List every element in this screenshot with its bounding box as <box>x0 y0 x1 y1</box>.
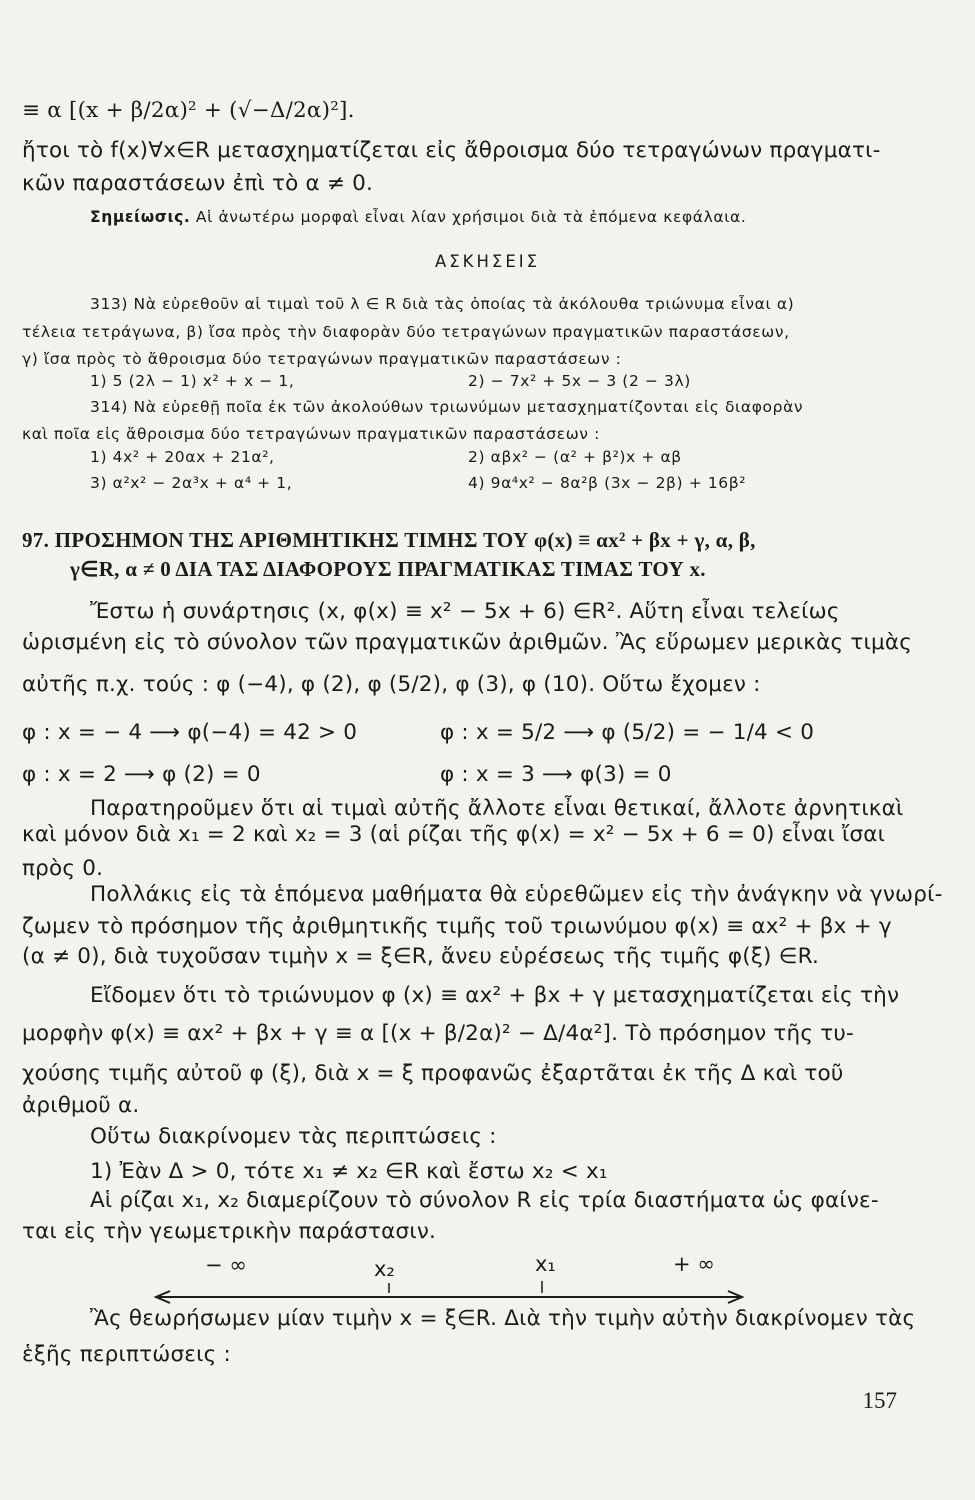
exercise-313-line: 313) Νὰ εὑρεθοῦν αἱ τιμαὶ τοῦ λ ∈ R διὰ τὰς ὁποίας τὰ ἀκόλουθα τριώνυμα εἶναι α) <box>90 295 795 313</box>
paragraph-line: Οὕτω διακρίνομεν τὰς περιπτώσεις : <box>90 1124 497 1149</box>
note-text: Αἱ ἀνωτέρω μορφαὶ εἶναι λίαν χρήσιμοι διὰ τὰ ἑπόμενα κεφάλαια. <box>190 208 747 226</box>
paragraph-line: (α ≠ 0), διὰ τυχοῦσαν τιμὴν x = ξ∈R, ἄνευ εὑρέσεως τῆς τιμῆς φ(ξ) ∈R. <box>22 944 819 969</box>
paragraph-line: ὡρισμένη εἰς τὸ σύνολον τῶν πραγματικῶν ἀριθμῶν. Ἂς εὕρωμεν μερικὰς τιμὰς <box>22 630 913 655</box>
paragraph-line: Πολλάκις εἰς τὰ ἑπόμενα μαθήματα θὰ εὑρεθῶμεν εἰς τὴν ἀνάγκην νὰ γνωρί- <box>90 882 943 907</box>
exercise-line: καὶ ποῖα εἰς ἄθροισμα δύο τετραγώνων πραγματικῶν παραστάσεων : <box>22 425 600 443</box>
evaluation-row: φ : x = 2 ⟶ φ (2) = 0 <box>22 762 261 787</box>
section-heading-cont: γ∈R, α ≠ 0 ΔΙΑ ΤΑΣ ΔΙΑΦΟΡΟΥΣ ΠΡΑΓΜΑΤΙΚΑΣ ΤΙΜΑΣ ΤΟΥ x. <box>70 557 706 581</box>
paragraph-line: Ἂς θεωρήσωμεν μίαν τιμὴν x = ξ∈R. Διὰ τὴν τιμὴν αὐτὴν διακρίνομεν τὰς <box>90 1306 916 1331</box>
exercise-item: 1) 5 (2λ − 1) x² + x − 1, <box>90 372 295 390</box>
minus-infinity-label: − ∞ <box>205 1253 247 1277</box>
text-line: κῶν παραστάσεων ἐπὶ τὸ α ≠ 0. <box>22 171 374 196</box>
formula-line-1: ≡ α [(x + β/2α)² + (√−Δ/2α)²]. <box>22 98 355 123</box>
paragraph-line: ἑξῆς περιπτώσεις : <box>22 1342 231 1367</box>
note-label: Σημείωσις. <box>90 208 191 226</box>
exercise-line: γ) ἴσα πρὸς τὸ ἄθροισμα δύο τετραγώνων πραγματικῶν παραστάσεων : <box>22 350 622 368</box>
text-line: ἤτοι τὸ f(x)∀x∈R μετασχηματίζεται εἰς ἄθροισμα δύο τετραγώνων πραγματι- <box>22 138 881 163</box>
evaluation-row: φ : x = − 4 ⟶ φ(−4) = 42 > 0 <box>22 720 358 745</box>
x2-label: x₂ <box>374 1257 395 1281</box>
paragraph-line: ἀριθμοῦ α. <box>22 1093 140 1118</box>
number-line <box>150 1275 750 1305</box>
paragraph-line: Ἔστω ἡ συνάρτησις (x, φ(x) ≡ x² − 5x + 6) ∈R². Αὕτη εἶναι τελείως <box>90 599 840 624</box>
paragraph-line: ται εἰς τὴν γεωμετρικὴν παράστασιν. <box>22 1219 437 1244</box>
paragraph-line: αὐτῆς π.χ. τούς : φ (−4), φ (2), φ (5/2), φ (3), φ (10). Οὕτω ἔχομεν : <box>22 672 761 697</box>
paragraph-line: Παρατηροῦμεν ὅτι αἱ τιμαὶ αὐτῆς ἄλλοτε εἶναι θετικαί, ἄλλοτε ἀρνητικαὶ <box>90 796 904 821</box>
evaluation-row: φ : x = 5/2 ⟶ φ (5/2) = − 1/4 < 0 <box>440 720 815 745</box>
exercises-title: ΑΣΚΗΣΕΙΣ <box>434 252 541 271</box>
paragraph-line: μορφὴν φ(x) ≡ αx² + βx + γ ≡ α [(x + β/2α)² − Δ/4α²]. Τὸ πρόσημον τῆς τυ- <box>22 1021 854 1046</box>
paragraph-line: χούσης τιμῆς αὐτοῦ φ (ξ), διὰ x = ξ προφανῶς ἐξαρτᾶται ἐκ τῆς Δ καὶ τοῦ <box>22 1061 844 1086</box>
paragraph-line: Αἱ ρίζαι x₁, x₂ διαμερίζουν τὸ σύνολον R εἰς τρία διαστήματα ὡς φαίνε- <box>90 1188 879 1213</box>
evaluation-row: φ : x = 3 ⟶ φ(3) = 0 <box>440 762 672 787</box>
exercise-item: 3) α²x² − 2α³x + α⁴ + 1, <box>90 474 293 492</box>
plus-infinity-label: + ∞ <box>673 1252 715 1276</box>
paragraph-line: καὶ μόνον διὰ x₁ = 2 καὶ x₂ = 3 (αἱ ρίζαι τῆς φ(x) = x² − 5x + 6 = 0) εἶναι ἴσαι <box>22 822 886 847</box>
paragraph-line: πρὸς 0. <box>22 856 104 881</box>
case-line: 1) Ἐὰν Δ > 0, τότε x₁ ≠ x₂ ∈R καὶ ἔστω x₂ < x₁ <box>90 1159 608 1184</box>
exercise-item: 1) 4x² + 20αx + 21α², <box>90 448 275 466</box>
section-heading: 97. ΠΡΟΣΗΜΟΝ ΤΗΣ ΑΡΙΘΜΗΤΙΚΗΣ ΤΙΜΗΣ ΤΟΥ φ(x) ≡ αx² + βx + γ, α, β, <box>22 528 756 552</box>
paragraph-line: ζωμεν τὸ πρόσημον τῆς ἀριθμητικῆς τιμῆς τοῦ τριωνύμου φ(x) ≡ αx² + βx + γ <box>22 914 892 939</box>
paragraph-line: Εἴδομεν ὅτι τὸ τριώνυμον φ (x) ≡ αx² + βx + γ μετασχηματίζεται εἰς τὴν <box>90 983 900 1008</box>
exercise-314-line: 314) Νὰ εὑρεθῇ ποῖα ἐκ τῶν ἀκολούθων τριωνύμων μετασχηματίζονται εἰς διαφορὰν <box>90 398 804 416</box>
x1-label: x₁ <box>535 1252 556 1276</box>
note-line <box>90 208 746 226</box>
exercise-line: τέλεια τετράγωνα, β) ἴσα πρὸς τὴν διαφορὰν δύο τετραγώνων πραγματικῶν παραστάσεων, <box>22 323 790 341</box>
exercise-item: 4) 9α⁴x² − 8α²β (3x − 2β) + 16β² <box>468 474 747 492</box>
exercise-item: 2) − 7x² + 5x − 3 (2 − 3λ) <box>468 372 691 390</box>
page-number: 157 <box>862 1388 897 1413</box>
exercise-item: 2) αβx² − (α² + β²)x + αβ <box>468 448 682 466</box>
